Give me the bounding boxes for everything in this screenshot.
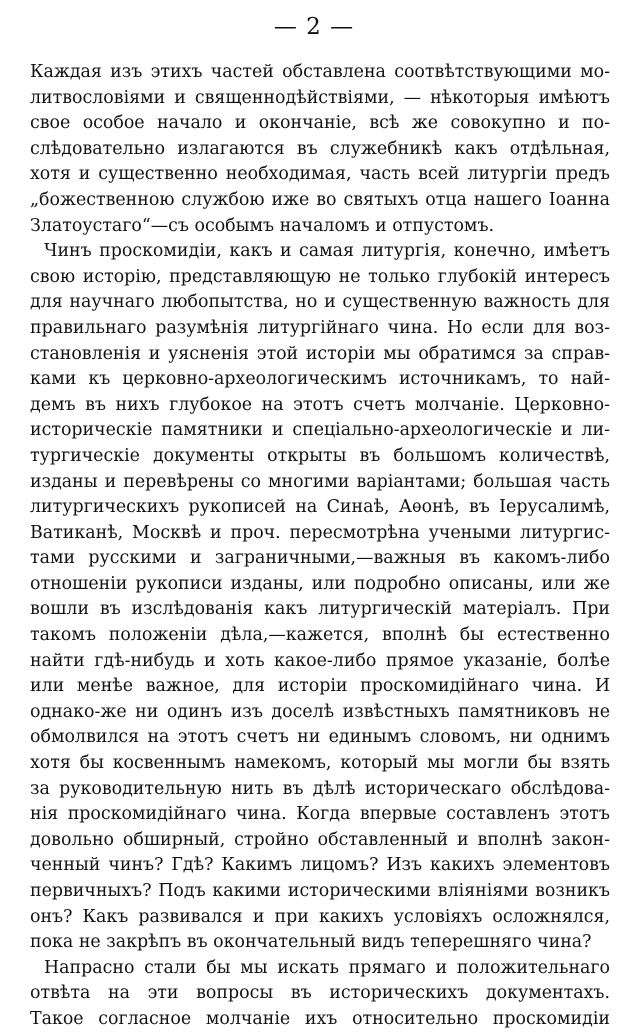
text-line: такомъ положеніи дѣла,—кажется, вполнѣ бы естественно xyxy=(30,625,610,646)
text-line: литвословіями и священнодѣйствіями, — нѣкоторыя имѣютъ xyxy=(30,87,610,108)
text-line: тургическіе документы открыты въ большомъ количествѣ, xyxy=(30,445,610,466)
text-line: онъ? Какъ развивался и при какихъ условіяхъ осложнялся, xyxy=(30,906,610,927)
text-line: правильнаго разумѣнія литургійнаго чина. Но если для воз- xyxy=(30,317,610,338)
text-line: „божественною службою иже во святыхъ отца нашего Іоанна xyxy=(30,189,610,210)
text-line: ками къ церковно-археологическимъ источникамъ, то най- xyxy=(30,369,610,390)
text-line: свое особое начало и окончаніе, всѣ же совокупно и по- xyxy=(30,113,610,134)
text-line: обмолвился на этотъ счетъ ни единымъ словомъ, ни однимъ xyxy=(30,727,610,748)
text-line: историческіе памятники и спеціально-археологическіе и ли- xyxy=(30,420,610,441)
body-text xyxy=(30,60,610,1033)
text-line: отвѣта на эти вопросы въ историческихъ документахъ. xyxy=(30,983,610,1004)
text-line: или менѣе важное, для исторіи проскомидійнаго чина. И xyxy=(30,676,610,697)
text-line: Напрасно стали бы мы искать прямаго и положительнаго xyxy=(44,957,610,978)
text-line: за руководительную нить въ дѣлѣ историческаго обслѣдова- xyxy=(30,778,610,799)
page-number: — 2 — xyxy=(273,14,355,40)
text-line: отношеніи рукописи изданы, или подробно описаны, или же xyxy=(30,573,610,594)
text-line: довольно обширный, стройно обставленный и вполнѣ закон- xyxy=(30,829,610,850)
paragraph-2 xyxy=(30,239,610,956)
text-line: вошли въ изслѣдованія какъ литургическій матеріалъ. При xyxy=(30,599,610,620)
text-line: для научнаго любопытства, но и существенную важность для xyxy=(30,292,610,313)
text-line: литургическихъ рукописей на Синаѣ, Аѳонѣ, въ Іерусалимѣ, xyxy=(30,497,610,518)
text-line: найти гдѣ-нибудь и хоть какое-либо прямое указаніе, болѣе xyxy=(30,650,610,671)
text-line: хотя и существенно необходимая, часть всей литургіи предъ xyxy=(30,164,610,185)
text-line: хотя бы косвеннымъ намекомъ, который мы могли бы взять xyxy=(30,753,610,774)
text-line: тами русскими и заграничными,—важныя въ какомъ-либо xyxy=(30,548,610,569)
text-line: пока не закрѣпъ въ окончательный видъ теперешняго чина? xyxy=(30,932,592,953)
text-line: Такое согласное молчаніе ихъ относительно проскомидіи xyxy=(30,1008,610,1029)
text-line: свою исторію, представляющую не только глубокій интересъ xyxy=(30,266,610,287)
text-line: слѣдовательно излагаются въ служебникѣ какъ отдѣльная, xyxy=(30,138,610,159)
text-line: первичныхъ? Подъ какими историческими вліяніями возникъ xyxy=(30,881,610,901)
text-line: становленія и уясненія этой исторіи мы обратимся за справ- xyxy=(30,343,610,364)
text-line: однако-же ни одинъ изъ доселѣ извѣстныхъ памятниковъ не xyxy=(30,701,610,722)
text-line: Ватиканѣ, Москвѣ и проч. пересмотрѣна учеными литургис- xyxy=(30,522,610,543)
text-line: Чинъ проскомидіи, какъ и самая литургія, конечно, имѣетъ xyxy=(44,241,610,262)
text-line: изданы и перевѣрены со многими варіантами; большая часть xyxy=(30,471,610,492)
paragraph-3 xyxy=(30,956,610,1033)
text-line: демъ въ нихъ глубокое на этотъ счетъ молчаніе. Церковно- xyxy=(30,394,610,415)
text-line: нія проскомидійнаго чина. Когда впервые составленъ этотъ xyxy=(30,804,610,825)
text-line: Каждая изъ этихъ частей обставлена соотвѣтствующими мо- xyxy=(30,62,610,82)
text-line: Златоустаго“—съ особымъ началомъ и отпустомъ. xyxy=(30,215,495,236)
text-line: ченный чинъ? Гдѣ? Какимъ лицомъ? Изъ какихъ элементовъ xyxy=(30,855,610,876)
paragraph-1 xyxy=(30,60,610,239)
